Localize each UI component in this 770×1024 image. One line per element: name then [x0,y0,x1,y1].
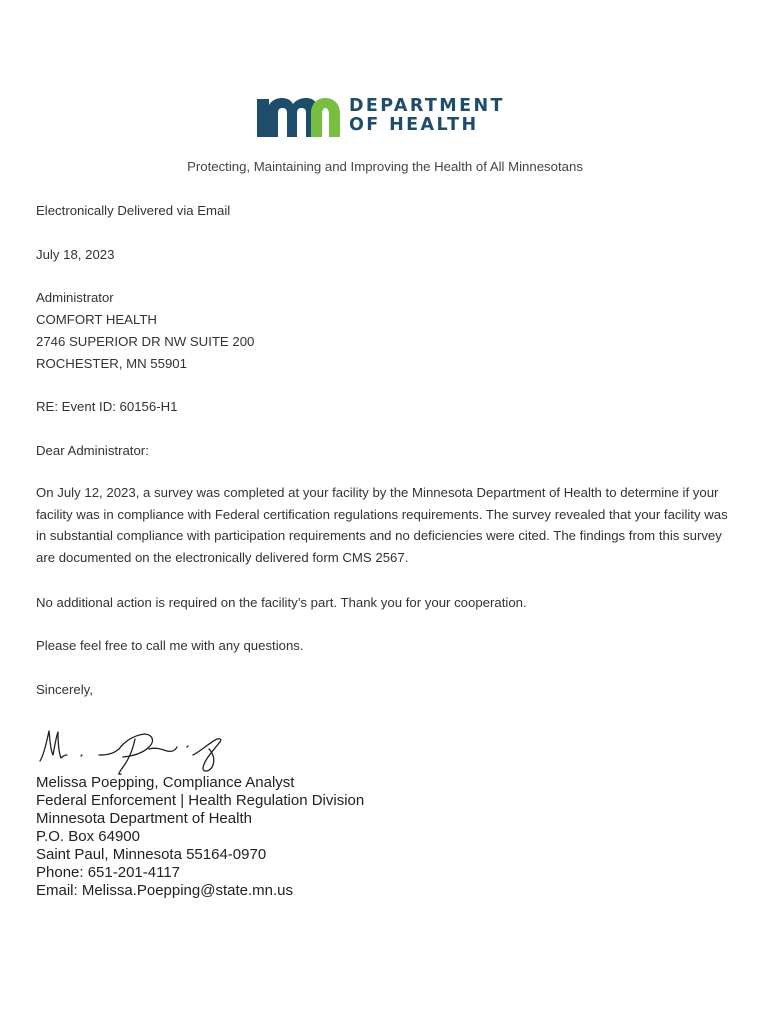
signer-phone: Phone: 651-201-4117 [36,864,181,881]
body-paragraph-3: Please feel free to call me with any questions. [36,638,304,653]
signer-name-title: Melissa Poepping, Compliance Analyst [36,774,295,791]
letter-date: July 18, 2023 [36,247,115,262]
signer-email: Email: Melissa.Poepping@state.mn.us [36,882,294,899]
recipient-org: COMFORT HEALTH [36,312,157,327]
letterhead-tagline: Protecting, Maintaining and Improving the Health of All Minnesotans [187,159,583,174]
mn-logo-icon [257,97,341,137]
signer-department: Minnesota Department of Health [36,810,252,827]
body-paragraph-2: No additional action is required on the facility’s part. Thank you for your cooperation. [36,595,527,610]
recipient-street: 2746 SUPERIOR DR NW SUITE 200 [36,334,255,349]
signer-city: Saint Paul, Minnesota 55164-0970 [36,846,267,863]
signer-po-box: P.O. Box 64900 [36,828,140,845]
body-paragraph-1: On July 12, 2023, a survey was completed at your facility by the Minnesota Department of Health to determine if your facility was in compliance with Federal certification regulations requirements. The survey revealed that your facility was in substantial compliance with participation requirements and no deficiencies were cited. The findings from this survey are documented on the electronically delivered form CMS 2567. [36,485,728,566]
signature-block [36,774,364,900]
salutation: Dear Administrator: [36,443,149,458]
mdh-logo [257,97,507,139]
signature-image [37,725,227,777]
recipient-city: ROCHESTER, MN 55901 [36,356,187,371]
re-line: RE: Event ID: 60156-H1 [36,399,178,414]
signer-division: Federal Enforcement | Health Regulation Division [36,792,365,809]
logo-text-department: DEPARTMENT [349,96,505,116]
delivery-method: Electronically Delivered via Email [36,203,231,218]
logo-text-of-health: OF HEALTH [349,115,479,135]
closing: Sincerely, [36,682,93,697]
recipient-title: Administrator [36,290,114,305]
